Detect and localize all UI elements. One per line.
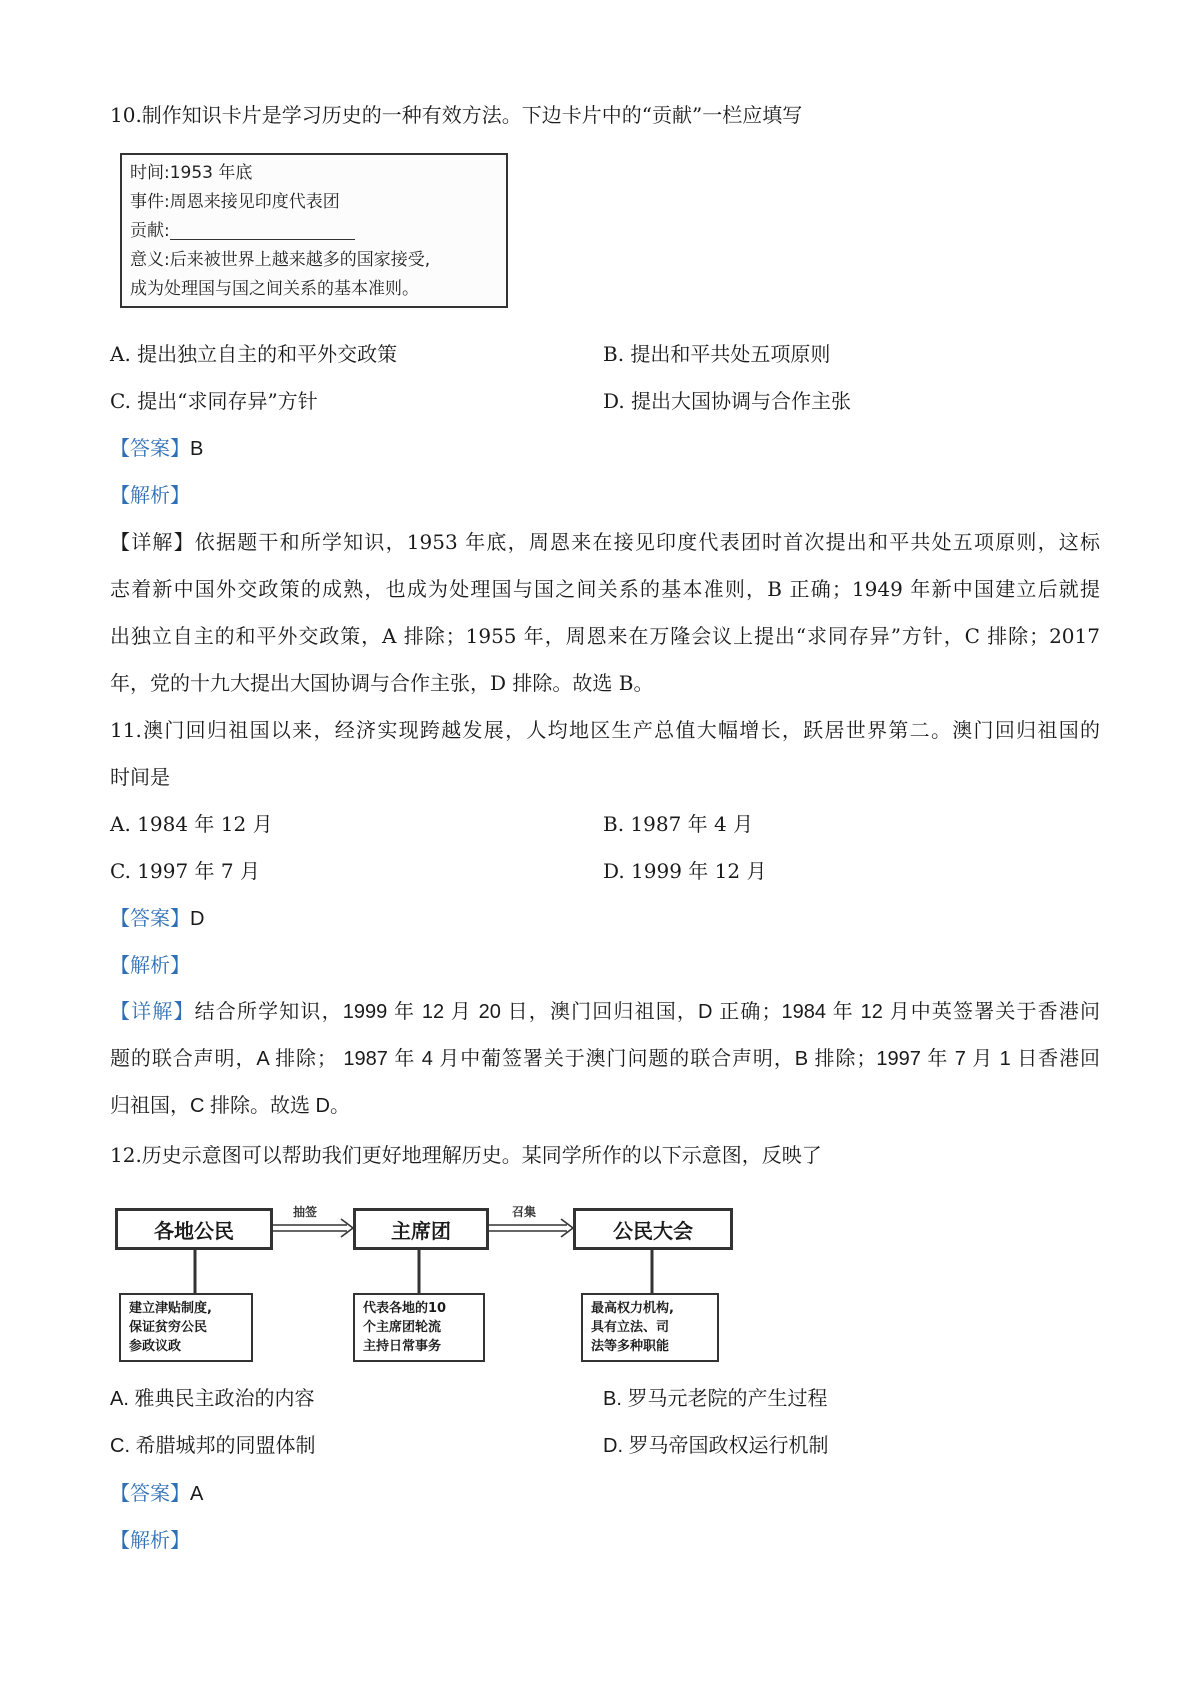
card-contribution: 贡献: [130, 221, 170, 241]
q12-answer-row [110, 1478, 203, 1509]
q12-option-a: A. 雅典民主政治的内容 [110, 1388, 315, 1410]
q11-option-b: B. 1987 年 4 月 [603, 812, 754, 836]
answer-tag: 【答案】 [110, 436, 190, 460]
q10-detail-line-1: 【详解】依据题干和所学知识，1953 年底，周恩来在接见印度代表团时首次提出和平共处五项原则，这标 [110, 530, 1100, 554]
q11-option-c: C. 1997 年 7 月 [110, 859, 260, 883]
box-assembly: 公民大会 [573, 1208, 733, 1250]
q10-option-b: B. 提出和平共处五项原则 [603, 342, 831, 366]
q11-detail-line-2: 题的联合声明，A 排除； 1987 年 4 月中葡签署关于澳门问题的联合声明，B 排除；1997 年 7 月 1 日香港回 [110, 1048, 1100, 1070]
card-meaning-cont: 成为处理国与国之间关系的基本准则。 [130, 279, 419, 299]
note-assembly: 最高权力机构, 具有立法、司 法等多种职能 [581, 1293, 719, 1362]
edge-label-convene: 召集 [512, 1205, 537, 1219]
box-citizens: 各地公民 [115, 1208, 273, 1250]
q11-option-a: A. 1984 年 12 月 [110, 812, 273, 836]
q10-answer: B [190, 438, 204, 460]
q10-detail-line-2: 志着新中国外交政策的成熟，也成为处理国与国之间关系的基本准则，B 正确；1949 年新中国建立后就提 [110, 577, 1100, 601]
card-meaning: 意义:后来被世界上越来越多的国家接受, [130, 250, 431, 270]
q10-option-d: D. 提出大国协调与合作主张 [603, 389, 852, 413]
note-citizens: 建立津贴制度, 保证贫穷公民 参政议政 [119, 1293, 253, 1362]
q11-stem-line-1: 11.澳门回归祖国以来，经济实现跨越发展，人均地区生产总值大幅增长，跃居世界第二。澳门回归祖国的 [110, 718, 1100, 742]
q10-detail-line-4: 年，党的十九大提出大国协调与合作主张，D 排除。故选 B。 [110, 671, 654, 695]
q10-answer-row [110, 433, 203, 464]
q12-analysis-tag: 【解析】 [110, 1528, 190, 1552]
q12-option-c: C. 希腊城邦的同盟体制 [110, 1435, 316, 1457]
q12-answer: A [190, 1483, 204, 1505]
q11-detail-line-3: 归祖国，C 排除。故选 D。 [110, 1095, 350, 1117]
q11-option-d: D. 1999 年 12 月 [603, 859, 767, 883]
box-presidium: 主席团 [353, 1208, 489, 1250]
q10-stem: 10.制作知识卡片是学习历史的一种有效方法。下边卡片中的“贡献”一栏应填写 [110, 103, 803, 127]
knowledge-card [120, 153, 508, 308]
q10-option-c: C. 提出“求同存异”方针 [110, 389, 318, 413]
card-time: 时间:1953 年底 [130, 163, 253, 183]
q11-answer: D [190, 908, 205, 930]
arrowhead-1 [341, 1219, 353, 1237]
q12-option-d: D. 罗马帝国政权运行机制 [603, 1435, 829, 1457]
detail-tag: 【详解】 [110, 530, 195, 554]
answer-tag: 【答案】 [110, 1481, 190, 1505]
q11-analysis-tag: 【解析】 [110, 953, 190, 977]
q11-stem-line-2: 时间是 [110, 765, 170, 789]
q12-stem: 12.历史示意图可以帮助我们更好地理解历史。某同学所作的以下示意图，反映了 [110, 1143, 822, 1167]
detail-tag: 【详解】 [110, 1001, 195, 1023]
edge-label-lottery: 抽签 [293, 1205, 318, 1219]
answer-tag: 【答案】 [110, 906, 190, 930]
note-presidium: 代表各地的10 个主席团轮流 主持日常事务 [353, 1293, 485, 1362]
q11-detail-line-1: 【详解】结合所学知识，1999 年 12 月 20 日，澳门回归祖国，D 正确；1984 年 12 月中英签署关于香港问 [110, 1001, 1100, 1023]
q10-detail-line-3: 出独立自主的和平外交政策，A 排除；1955 年，周恩来在万隆会议上提出“求同存异”方针，C 排除；2017 [110, 624, 1100, 648]
q10-analysis-tag: 【解析】 [110, 483, 190, 507]
q10-option-a: A. 提出独立自主的和平外交政策 [110, 342, 398, 366]
q12-option-b: B. 罗马元老院的产生过程 [603, 1388, 828, 1410]
arrowhead-2 [561, 1219, 573, 1237]
q11-answer-row [110, 903, 204, 934]
card-contribution-row [130, 217, 498, 246]
card-blank [170, 221, 355, 240]
flow-diagram [115, 1205, 735, 1365]
card-event: 事件:周恩来接见印度代表团 [130, 192, 340, 212]
